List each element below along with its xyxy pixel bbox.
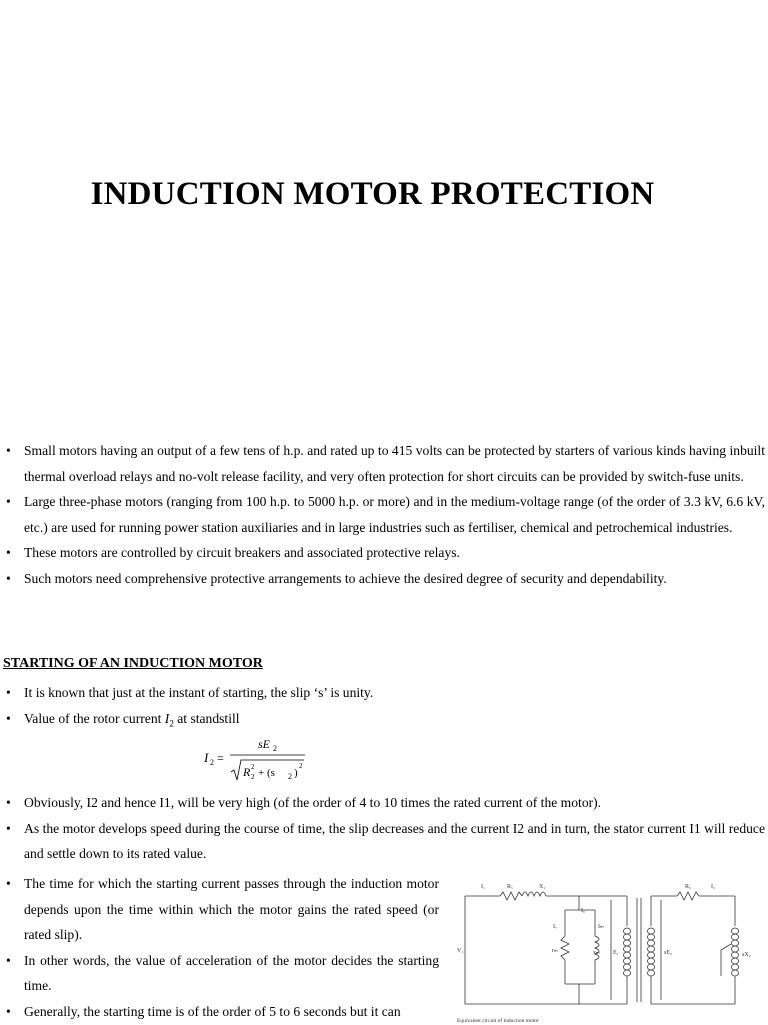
formula-den-s-sub: 2 <box>288 772 292 781</box>
label-i0: I₀ <box>581 908 586 914</box>
sx2-winding <box>732 928 739 976</box>
label-v1: V₁ <box>457 948 464 954</box>
rotor-current-sub: 2 <box>169 718 174 729</box>
r2-resistor <box>677 892 699 900</box>
svg-text:=: = <box>217 751 224 765</box>
bullet-text: Such motors need comprehensive protective arrangements to achieve the desired degree of security and dependability. <box>24 570 667 586</box>
page-title: INDUCTION MOTOR PROTECTION <box>90 176 655 212</box>
bullet-dot: • <box>6 795 11 810</box>
rotor-current-symbol: I <box>164 710 170 726</box>
formula-den-r-sup: 2 <box>251 763 255 771</box>
bullet-dot: • <box>6 570 11 586</box>
label-i2: I₂ <box>711 884 716 890</box>
bullet-text: The time for which the starting current passes through the induction motor depends upon the time within which the motor gains the rated speed (or rated slip). <box>24 876 439 943</box>
label-r2: R₂ <box>685 884 692 890</box>
bullet-dot: • <box>6 494 11 510</box>
bullet-text: It is known that just at the instant of starting, the slip ‘s’ is unity. <box>24 685 374 700</box>
formula-den-r-sub: 2 <box>251 773 255 781</box>
bullet-text: Obviously, I2 and hence I1, will be very high (of the order of 4 to 10 times the rated current of the motor). <box>24 795 602 810</box>
list-item <box>5 999 439 1025</box>
label-ic: Iₑ <box>553 924 557 930</box>
r1-resistor <box>500 892 522 900</box>
label-im: Iₘ <box>598 924 604 930</box>
rotor-current-suffix: at standstill <box>177 710 240 726</box>
label-sx2: sX₂ <box>742 952 751 958</box>
label-rm: rₘ <box>552 948 558 954</box>
bullet-dot: • <box>6 952 11 968</box>
list-item <box>5 948 439 999</box>
formula-den-close: ) <box>294 767 298 779</box>
list-item <box>5 871 439 948</box>
rotor-winding <box>648 928 655 976</box>
formula-lhs: I <box>204 750 209 765</box>
rotor-current-formula <box>200 734 320 784</box>
bullet-dot: • <box>6 1003 11 1019</box>
list-item <box>5 489 765 540</box>
intro-bullet-list <box>5 438 765 592</box>
bullet-text: Small motors having an output of a few tens of h.p. and rated up to 415 volts can be protected by starters of various kinds having inbuilt thermal overload relays and no-volt release facility, and very often protection for short circuits can be provided by switch-fuse units. <box>24 443 765 484</box>
narrow-bullet-list <box>5 871 439 1025</box>
bullet-dot: • <box>6 876 11 891</box>
bullet-text: These motors are controlled by circuit breakers and associated protective relays. <box>24 545 460 561</box>
formula-den-r: R <box>243 765 251 779</box>
bullet-dot: • <box>6 545 11 561</box>
bullet-dot: • <box>6 443 11 458</box>
list-item <box>5 566 765 592</box>
bullet-dot: • <box>6 820 11 836</box>
label-se2: sE₂ <box>664 950 673 956</box>
bullet-text: Value of the rotor current <box>24 710 162 726</box>
circuit-caption: Equivalent circuit of induction motor <box>457 1018 539 1024</box>
list-item <box>5 540 765 566</box>
label-x1: X₁ <box>539 884 546 890</box>
x1-inductor <box>522 892 546 896</box>
formula-numerator-sub: 2 <box>273 744 277 753</box>
starting-bullet-list <box>5 680 765 737</box>
section-heading: STARTING OF AN INDUCTION MOTOR <box>3 656 263 671</box>
equivalent-circuit-diagram <box>455 876 765 1024</box>
formula-lhs-sub: 2 <box>210 758 214 767</box>
label-i1: I₁ <box>481 884 486 890</box>
list-item <box>5 816 765 867</box>
formula-den-sup: 2 <box>299 762 303 770</box>
after-formula-bullet-list <box>5 790 765 867</box>
bullet-dot: • <box>6 685 11 700</box>
stator-winding <box>624 928 631 976</box>
bullet-text: Generally, the starting time is of the order of 5 to 6 seconds but it can <box>24 1003 401 1019</box>
list-item <box>5 706 765 737</box>
label-e1: E₁ <box>613 950 619 956</box>
list-item <box>5 680 765 706</box>
formula-numerator: sE <box>258 737 270 751</box>
bullet-text: As the motor develops speed during the course of time, the slip decreases and the current I2 and in turn, the stator current I1 will reduce and settle down to its rated value. <box>24 820 765 862</box>
rm-resistor <box>561 936 569 960</box>
label-xm: xₘ <box>593 950 600 956</box>
bullet-text: Large three-phase motors (ranging from 100 h.p. to 5000 h.p. or more) and in the medium-voltage range (of the order of 3.3 kV, 6.6 kV, etc.) are used for running power station auxiliaries and in large industries such as fertiliser, chemical and petrochemical industries. <box>24 494 765 535</box>
label-r1: R₁ <box>507 884 514 890</box>
bullet-dot: • <box>6 710 11 726</box>
list-item <box>5 790 765 816</box>
formula-den-s: + (s <box>258 767 275 779</box>
bullet-text: In other words, the value of acceleration of the motor decides the starting time. <box>24 952 439 994</box>
list-item <box>5 438 765 489</box>
xm-inductor <box>595 936 599 960</box>
